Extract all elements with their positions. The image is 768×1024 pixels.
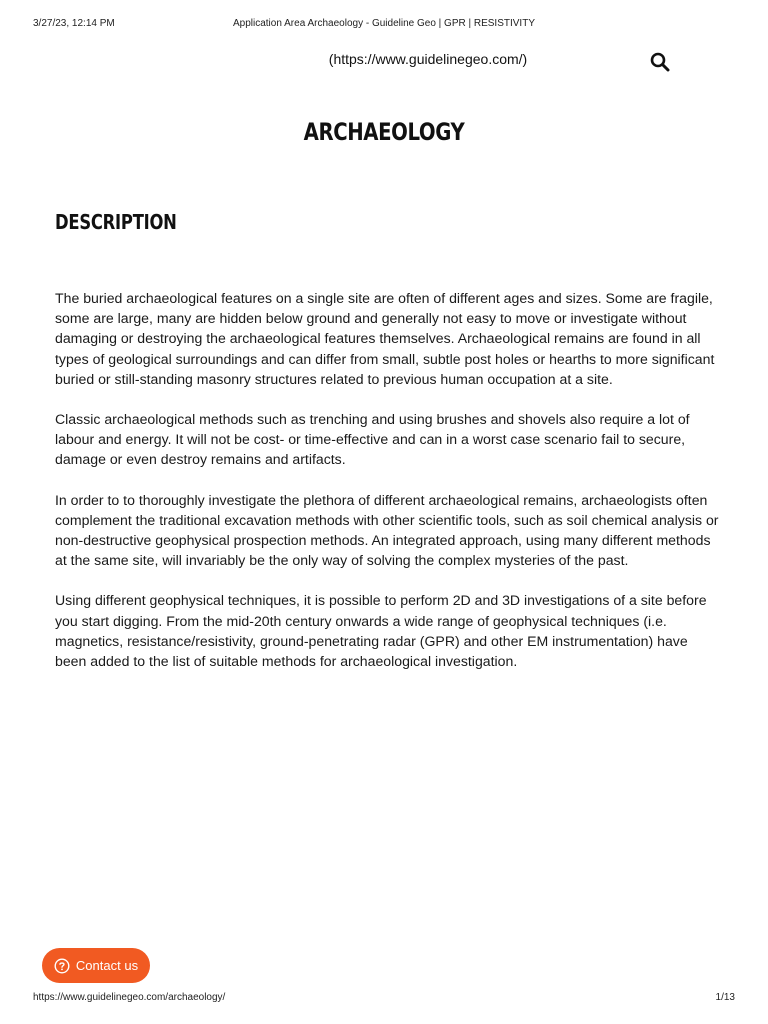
paragraph: Using different geophysical techniques, it is possible to perform 2D and 3D investigations of a site before you start digging. From the mid-20th century onwards a wide range of geophysical techniques (i.e. magnetics, resistance/resistivity, ground-penetrating radar (GPR) and other EM instrumentation) have been added to the list of suitable methods for archaeological investigation.	[55, 592, 707, 670]
search-icon[interactable]	[650, 52, 670, 72]
print-header	[33, 18, 735, 32]
paragraph: In order to to thoroughly investigate the plethora of different archaeological remains, archaeologists often complement the traditional excavation methods with other scientific tools, such as soil chemical analysis or non-destructive geophysical prospection methods. An integrated approach, using many different methods at the same site, will invariably be the only way of solving the complex mysteries of the past.	[55, 491, 719, 569]
print-datetime: 3/27/23, 12:14 PM	[33, 18, 115, 29]
print-footer	[33, 992, 735, 1006]
paragraph: Classic archaeological methods such as trenching and using brushes and shovels also require a lot of labour and energy. It will not be cost- or time-effective and can in a worst case scenario fail to secure, damage or even destroy remains and artifacts.	[55, 411, 690, 468]
contact-us-button[interactable]	[42, 948, 150, 983]
help-icon	[54, 958, 70, 974]
page-title: ARCHAEOLOGY	[303, 118, 465, 146]
section-heading-description: DESCRIPTION	[55, 210, 177, 234]
description-content	[55, 288, 721, 691]
contact-us-label: Contact us	[75, 958, 139, 973]
print-url: https://www.guidelinegeo.com/archaeology/	[33, 992, 226, 1003]
print-doc-title: Application Area Archaeology - Guideline Geo | GPR | RESISTIVITY	[232, 18, 535, 29]
site-home-link[interactable]: (https://www.guidelinegeo.com/)	[328, 51, 528, 67]
print-page-number: 1/13	[715, 992, 735, 1003]
paragraph: The buried archaeological features on a single site are often of different ages and sizes. Some are fragile, some are large, many are hidden below ground and generally not easy to move or investigate without damaging or destroying the archaeological features themselves. Archaeological remains are found in all types of geological surroundings and can differ from small, subtle post holes or hearths to more significant buried or still-standing masonry structures related to previous human occupation at a site.	[55, 290, 715, 387]
